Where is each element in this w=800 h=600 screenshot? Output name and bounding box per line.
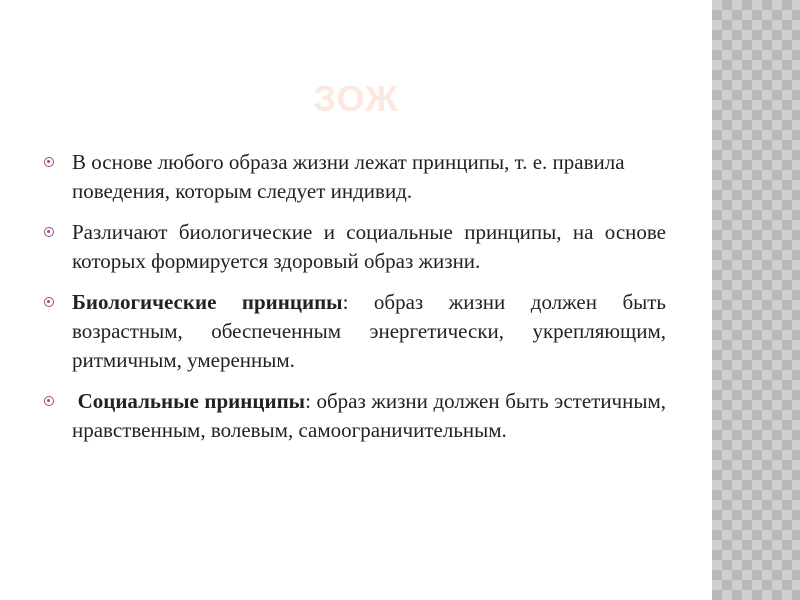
bullet-icon bbox=[44, 396, 54, 406]
bullet-text-block bbox=[72, 387, 666, 445]
bullet-item bbox=[44, 288, 666, 375]
bullet-item bbox=[44, 387, 666, 445]
bullet-text: В основе любого образа жизни лежат принципы, т. е. правила поведения, которым следует индивид. bbox=[72, 150, 625, 203]
bullet-text: : образ жизни должен быть возрастным, обеспеченным энергетически, укрепляющим, ритмичным, умеренным. bbox=[72, 290, 666, 372]
bullet-item bbox=[44, 148, 666, 206]
bullet-text: Различают биологические и социальные принципы, на основе которых формируется здоровый образ жизни. bbox=[72, 220, 666, 273]
decorative-pattern-band bbox=[712, 0, 800, 600]
bullet-icon bbox=[44, 227, 54, 237]
bullet-icon bbox=[44, 297, 54, 307]
bullet-text-block bbox=[72, 148, 666, 206]
bullet-text-block bbox=[72, 288, 666, 375]
slide-body bbox=[44, 148, 666, 457]
bullet-item bbox=[44, 218, 666, 276]
bullet-text: : образ жизни должен быть эстетичным, нравственным, волевым, самоограничительным. bbox=[72, 389, 667, 442]
bullet-bold-text: Социальные принципы bbox=[72, 389, 306, 413]
bullet-icon bbox=[44, 157, 54, 167]
slide-title: ЗОЖ bbox=[313, 78, 399, 119]
bullet-text-block bbox=[72, 218, 666, 276]
bullet-bold-text: Биологические принципы bbox=[72, 290, 343, 314]
